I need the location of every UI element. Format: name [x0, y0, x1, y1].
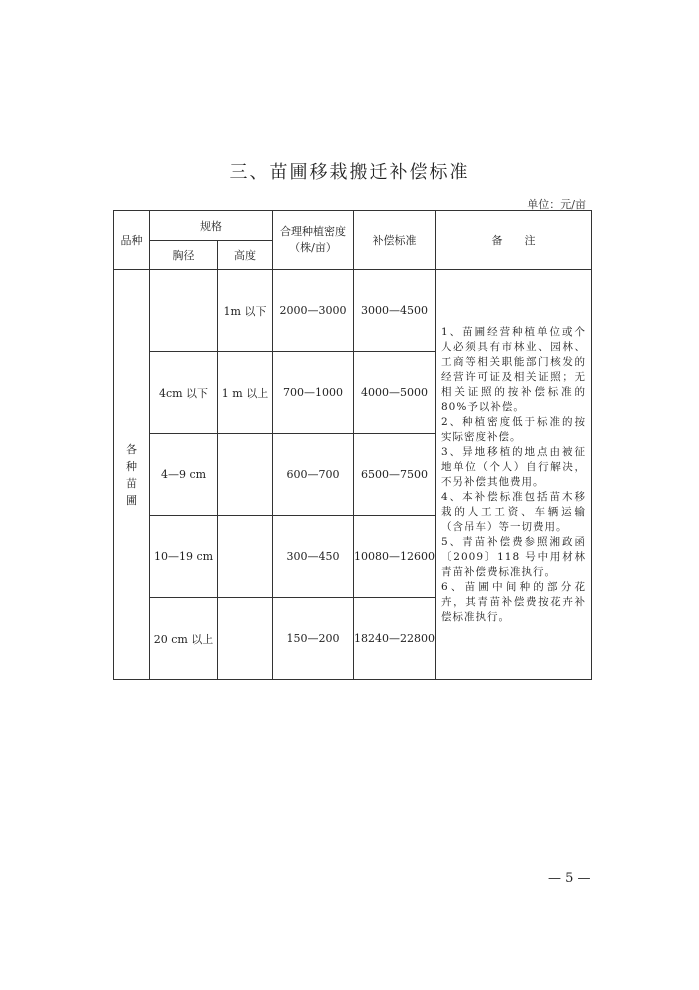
height-cell: 1 m 以上 [218, 352, 273, 434]
compensation-cell: 4000—5000 [354, 352, 436, 434]
height-cell [218, 598, 273, 680]
density-cell: 2000—3000 [273, 270, 354, 352]
height-cell: 1m 以下 [218, 270, 273, 352]
density-cell: 300—450 [273, 516, 354, 598]
note-4: 4、本补偿标准包括苗木移栽的人工工资、车辆运输（含吊车）等一切费用。 [441, 490, 586, 533]
header-diameter: 胸径 [150, 241, 218, 270]
compensation-cell: 6500—7500 [354, 434, 436, 516]
diameter-cell: 10—19 cm [150, 516, 218, 598]
compensation-table [113, 210, 592, 680]
note-3: 3、异地移植的地点由被征地单位（个人）自行解决，不另补偿其他费用。 [441, 445, 586, 488]
table-row [114, 270, 592, 352]
header-remarks: 备 注 [436, 211, 592, 270]
page-number: — 5 — [548, 871, 591, 886]
header-compensation: 补偿标准 [354, 211, 436, 270]
density-cell: 600—700 [273, 434, 354, 516]
diameter-cell [150, 270, 218, 352]
header-spec: 规格 [150, 211, 273, 241]
remarks-cell [436, 270, 592, 680]
note-2: 2、种植密度低于标准的按实际密度补偿。 [441, 415, 586, 443]
compensation-cell: 3000—4500 [354, 270, 436, 352]
header-density: 合理种植密度 （株/亩） [273, 211, 354, 270]
note-5: 5、青苗补偿费参照湘政函〔2009〕118 号中用材林青苗补偿费标准执行。 [441, 535, 586, 578]
note-6: 6、苗圃中间种的部分花卉，其青苗补偿费按花卉补偿标准执行。 [441, 580, 586, 623]
page-title: 三、苗圃移栽搬迁补偿标准 [229, 162, 470, 183]
density-cell: 150—200 [273, 598, 354, 680]
header-row [114, 211, 592, 241]
density-cell: 700—1000 [273, 352, 354, 434]
height-cell [218, 516, 273, 598]
unit-label: 单位：元/亩 [527, 198, 586, 211]
compensation-cell: 18240—22800 [354, 598, 436, 680]
diameter-cell: 4cm 以下 [150, 352, 218, 434]
header-variety: 品种 [114, 211, 150, 270]
note-1: 1、苗圃经营种植单位或个人必须具有市林业、园林、工商等相关职能部门核发的经营许可证及相关证照；无相关证照的按补偿标准的 80%予以补偿。 [441, 325, 586, 413]
diameter-cell: 4—9 cm [150, 434, 218, 516]
height-cell [218, 434, 273, 516]
diameter-cell: 20 cm 以上 [150, 598, 218, 680]
compensation-cell: 10080—12600 [354, 516, 436, 598]
variety-cell: 各 种 苗 圃 [114, 270, 150, 680]
header-height: 高度 [218, 241, 273, 270]
